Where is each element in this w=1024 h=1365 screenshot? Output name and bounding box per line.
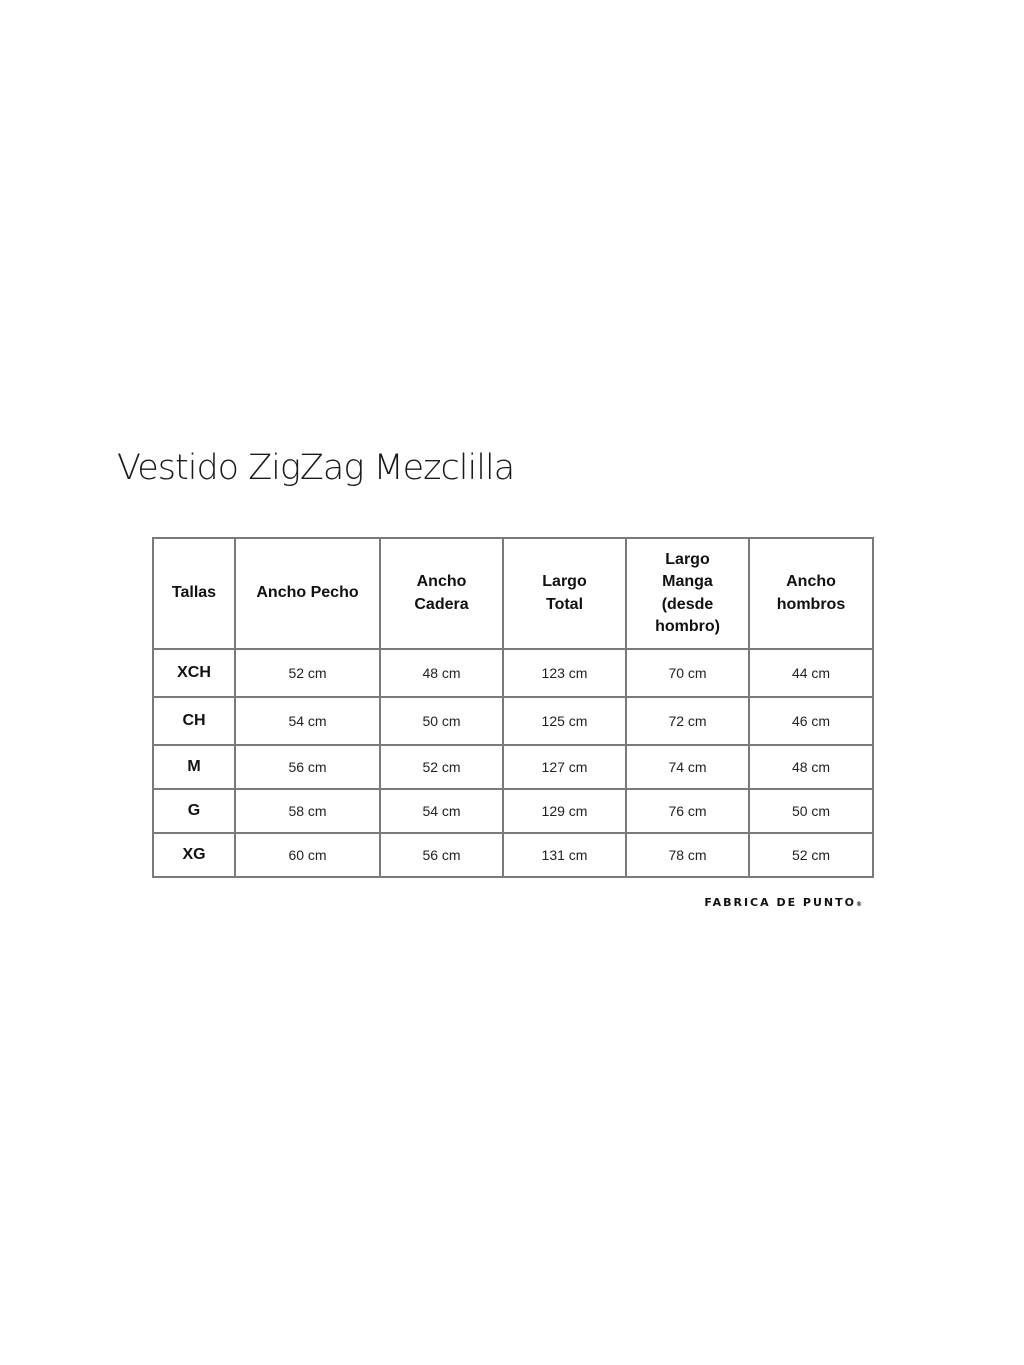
brand-logo bbox=[704, 896, 862, 909]
table-row bbox=[153, 745, 873, 789]
header-tallas: Tallas bbox=[153, 538, 235, 649]
header-largo-manga: Largo Manga (desde hombro) bbox=[626, 538, 749, 649]
table-row bbox=[153, 833, 873, 877]
table-row bbox=[153, 789, 873, 833]
page-title: Vestido ZigZag Mezclilla bbox=[117, 448, 515, 488]
table-row bbox=[153, 649, 873, 697]
table-cell: 46 cm bbox=[749, 697, 873, 745]
table-cell: 70 cm bbox=[626, 649, 749, 697]
brand-name: FABRICA DE PUNTO bbox=[704, 896, 856, 909]
table-cell: 52 cm bbox=[380, 745, 503, 789]
table-cell: 58 cm bbox=[235, 789, 380, 833]
table-cell: 56 cm bbox=[380, 833, 503, 877]
table-cell: 44 cm bbox=[749, 649, 873, 697]
table-cell: 127 cm bbox=[503, 745, 626, 789]
table-cell: 50 cm bbox=[749, 789, 873, 833]
size-label: M bbox=[153, 745, 235, 789]
header-ancho-cadera: Ancho Cadera bbox=[380, 538, 503, 649]
table-cell: 74 cm bbox=[626, 745, 749, 789]
size-chart-table bbox=[152, 537, 874, 878]
size-label: CH bbox=[153, 697, 235, 745]
size-label: XCH bbox=[153, 649, 235, 697]
table-cell: 52 cm bbox=[749, 833, 873, 877]
size-label: XG bbox=[153, 833, 235, 877]
header-ancho-hombros: Ancho hombros bbox=[749, 538, 873, 649]
table-cell: 56 cm bbox=[235, 745, 380, 789]
table-cell: 48 cm bbox=[749, 745, 873, 789]
table-cell: 76 cm bbox=[626, 789, 749, 833]
header-largo-total: Largo Total bbox=[503, 538, 626, 649]
table-cell: 60 cm bbox=[235, 833, 380, 877]
table-cell: 50 cm bbox=[380, 697, 503, 745]
header-ancho-pecho: Ancho Pecho bbox=[235, 538, 380, 649]
table-cell: 78 cm bbox=[626, 833, 749, 877]
table-cell: 52 cm bbox=[235, 649, 380, 697]
table-cell: 48 cm bbox=[380, 649, 503, 697]
table-header-row bbox=[153, 538, 873, 649]
registered-mark: ® bbox=[856, 901, 862, 908]
table-cell: 72 cm bbox=[626, 697, 749, 745]
table-cell: 54 cm bbox=[235, 697, 380, 745]
size-label: G bbox=[153, 789, 235, 833]
table-cell: 123 cm bbox=[503, 649, 626, 697]
table-cell: 131 cm bbox=[503, 833, 626, 877]
table-cell: 129 cm bbox=[503, 789, 626, 833]
table-cell: 54 cm bbox=[380, 789, 503, 833]
table-row bbox=[153, 697, 873, 745]
table-cell: 125 cm bbox=[503, 697, 626, 745]
